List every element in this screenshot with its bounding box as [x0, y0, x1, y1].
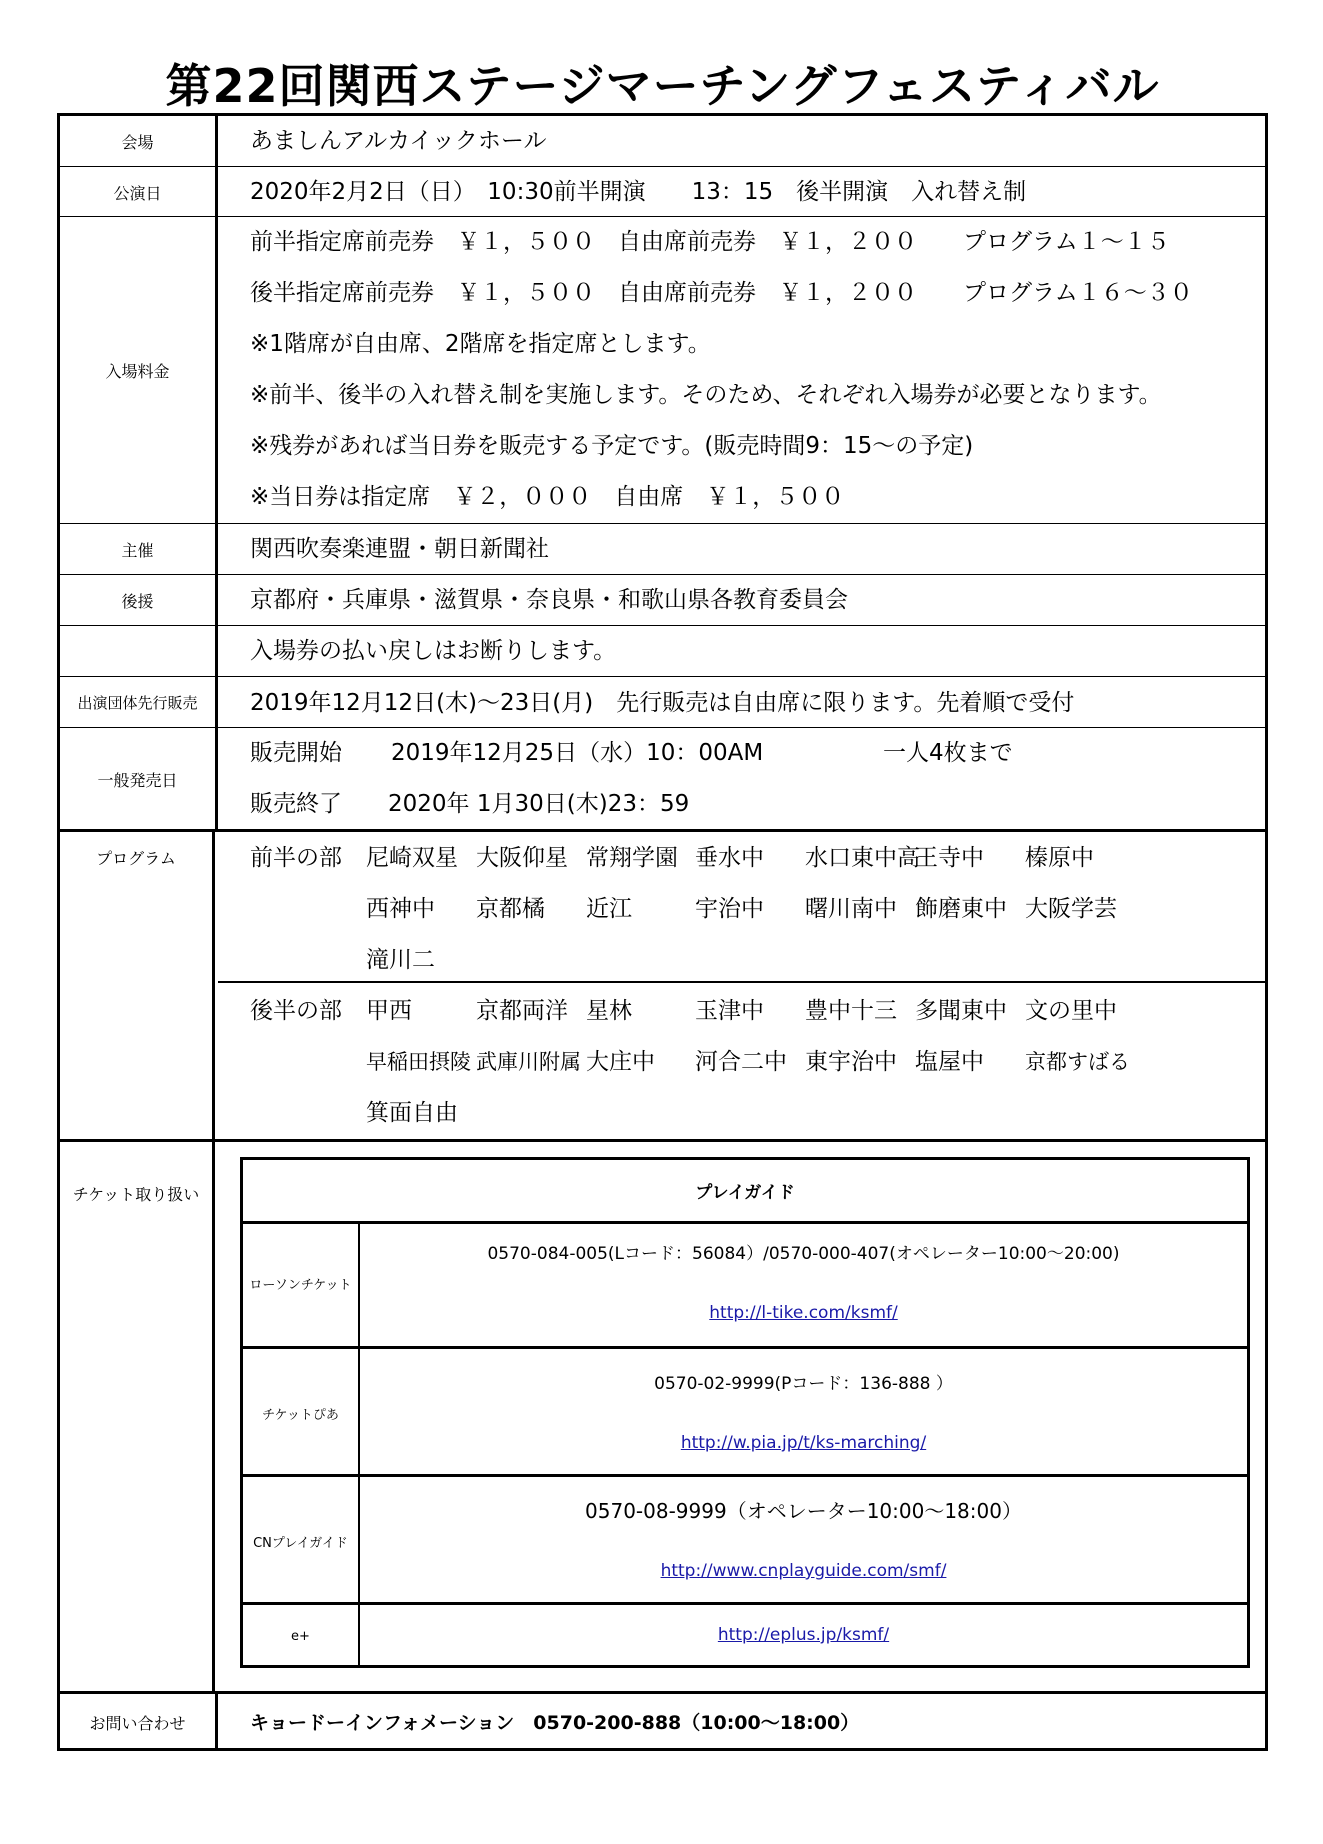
row-label: 後援	[60, 575, 218, 626]
ticket-vendor-name: チケットぴあ	[243, 1349, 360, 1477]
admission-line: 後半指定席前売券 ￥１，５００ 自由席前売券 ￥１，２００ プログラム１６～３０	[250, 280, 1193, 306]
row-support	[60, 574, 1265, 626]
row-label: チケット取り扱い	[60, 1142, 215, 1694]
contact-value: キョードーインフォメーション 0570-200-888（10:00～18:00）	[250, 1712, 860, 1734]
second-half-label: 後半の部	[250, 998, 342, 1024]
row-label: プログラム	[60, 832, 215, 1142]
purchase-limit: 一人4枚まで	[883, 740, 1013, 766]
program-group: 甲西	[366, 998, 412, 1024]
program-group: 箕面自由	[366, 1100, 458, 1126]
ticket-vendor-info: 0570-02-9999(Pコード：136-888 ）	[654, 1374, 953, 1394]
program-group: 星林	[586, 998, 632, 1024]
program-group: 京都両洋	[476, 998, 568, 1024]
program-group: 宇治中	[695, 896, 764, 922]
row-label: 入場料金	[60, 217, 218, 524]
program-group: 垂水中	[695, 845, 764, 871]
row-label: 主催	[60, 524, 218, 575]
row-date	[60, 166, 1265, 217]
organizer-value: 関西吹奏楽連盟・朝日新聞社	[250, 536, 549, 562]
admission-line: ※当日券は指定席 ￥２，０００ 自由席 ￥１，５００	[250, 484, 845, 510]
presale-value: 2019年12月12日(木)～23日(月) 先行販売は自由席に限ります。先着順で受付	[250, 690, 1075, 716]
row-venue	[60, 116, 1265, 166]
page-title: 第22回関西ステージマーチングフェスティバル	[165, 59, 1160, 113]
program-group: 曙川南中	[805, 896, 897, 922]
program-group: 水口東中高	[805, 845, 920, 871]
program-group: 早稲田摂陵	[366, 1050, 471, 1074]
program-group: 河合二中	[695, 1049, 787, 1075]
ticket-row-pia	[243, 1346, 1247, 1477]
row-label: 公演日	[60, 167, 218, 217]
row-label: 一般発売日	[60, 728, 218, 830]
row-presale	[60, 676, 1265, 728]
refund-value: 入場券の払い戻しはお断りします。	[250, 638, 617, 664]
program-group: 京都すばる	[1025, 1050, 1130, 1074]
row-organizer	[60, 523, 1265, 575]
program-group: 文の里中	[1025, 998, 1117, 1024]
program-group: 大阪学芸	[1025, 896, 1117, 922]
admission-line: ※残券があれば当日券を販売する予定です。(販売時間9：15～の予定)	[250, 433, 974, 459]
support-value: 京都府・兵庫県・滋賀県・奈良県・和歌山県各教育委員会	[250, 587, 848, 613]
venue-value: あましんアルカイックホール	[250, 128, 547, 154]
program-group: 西神中	[366, 896, 435, 922]
ticket-row-eplus	[243, 1602, 1247, 1668]
row-label: 会場	[60, 116, 218, 166]
program-group: 大阪仰星	[476, 845, 568, 871]
program-divider	[218, 981, 1265, 983]
ticket-vendor-name: CNプレイガイド	[243, 1477, 360, 1605]
program-group: 多聞東中	[915, 998, 1007, 1024]
program-group: 王寺中	[915, 845, 984, 871]
admission-line: ※前半、後半の入れ替え制を実施します。そのため、それぞれ入場券が必要となります。	[250, 382, 1162, 408]
row-program	[60, 829, 1265, 1142]
sale-end-value: 2020年 1月30日(木)23：59	[388, 791, 690, 817]
row-contact	[60, 1691, 1265, 1751]
program-group: 京都橘	[476, 896, 545, 922]
date-value: 2020年2月2日（日） 10:30前半開演 13：15 後半開演 入れ替え制	[250, 179, 1027, 205]
ticket-row-cn	[243, 1474, 1247, 1605]
program-group: 豊中十三	[805, 998, 897, 1024]
row-admission	[60, 216, 1265, 524]
ticket-vendor-link[interactable]: http://l-tike.com/ksmf/	[709, 1303, 898, 1323]
program-group: 榛原中	[1025, 845, 1094, 871]
row-label	[60, 626, 218, 677]
sale-start-label: 販売開始	[250, 740, 342, 766]
program-group: 東宇治中	[805, 1049, 897, 1075]
program-group: 武庫川附属	[476, 1050, 581, 1074]
sale-end-label: 販売終了	[250, 791, 342, 817]
program-group: 飾磨東中	[915, 896, 1007, 922]
program-group: 塩屋中	[915, 1049, 984, 1075]
ticket-row-lawson	[243, 1221, 1247, 1346]
ticket-vendor-info: 0570-08-9999（オペレーター10:00～18:00）	[585, 1499, 1022, 1523]
play-guide-table	[240, 1157, 1250, 1668]
admission-line: ※1階席が自由席、2階席を指定席とします。	[250, 331, 711, 357]
program-group: 玉津中	[695, 998, 764, 1024]
admission-line: 前半指定席前売券 ￥１，５００ 自由席前売券 ￥１，２００ プログラム１～１５	[250, 229, 1170, 255]
row-general-sale	[60, 727, 1265, 830]
program-group: 近江	[586, 896, 632, 922]
ticket-vendor-info: 0570-084-005(Lコード：56084）/0570-000-407(オペレーター10:00～20:00)	[487, 1244, 1120, 1264]
row-label: 出演団体先行販売	[60, 677, 218, 728]
program-group: 尼崎双星	[366, 845, 458, 871]
ticket-vendor-link[interactable]: http://www.cnplayguide.com/smf/	[660, 1561, 947, 1581]
sale-start-value: 2019年12月25日（水）10：00AM	[391, 740, 764, 766]
program-group: 常翔学園	[586, 845, 678, 871]
ticket-vendor-name: e+	[243, 1605, 360, 1668]
ticket-vendor-name: ローソンチケット	[243, 1221, 360, 1346]
row-refund	[60, 625, 1265, 677]
play-guide-header: プレイガイド	[243, 1160, 1247, 1224]
program-group: 滝川二	[366, 947, 435, 973]
ticket-vendor-link[interactable]: http://eplus.jp/ksmf/	[717, 1625, 890, 1645]
first-half-label: 前半の部	[250, 845, 342, 871]
ticket-vendor-link[interactable]: http://w.pia.jp/t/ks-marching/	[680, 1433, 927, 1453]
row-label: お問い合わせ	[60, 1694, 218, 1751]
program-group: 大庄中	[586, 1049, 655, 1075]
